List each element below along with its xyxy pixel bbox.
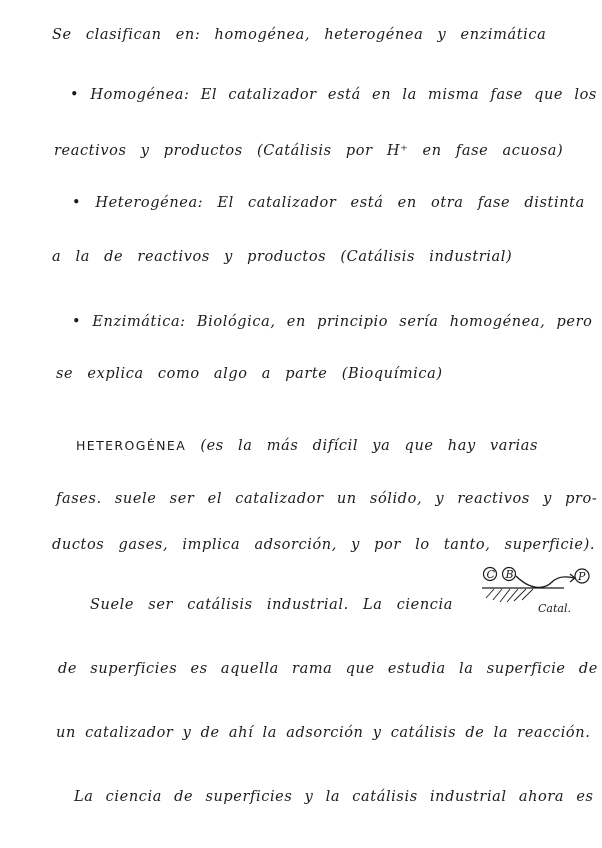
adsorption-sketch xyxy=(478,556,598,620)
note-line-homogeneous-1: • Homogénea: El catalizador está en la misma fase que los xyxy=(70,87,597,103)
catalyst-hatching xyxy=(486,589,533,602)
heterogeneous-intro: (es la más difícil ya que hay varias xyxy=(200,438,539,454)
note-line-industrial: Suele ser catálisis industrial. La ciencia xyxy=(90,597,453,613)
note-line-catalyst-adsorption: un catalizador y de ahí la adsorción y catálisis de la reacción. xyxy=(56,725,591,741)
reaction-path-line xyxy=(516,576,574,587)
note-line-surface-science: de superficies es aquella rama que estudia la superficie de xyxy=(58,661,598,677)
particle-p-label: P xyxy=(578,570,586,583)
particle-b-label: B xyxy=(505,568,514,581)
note-line-products-gases: ductos gases, implica adsorción, y por lo tanto, superficie). xyxy=(52,537,596,553)
note-line-homogeneous-2: reactivos y productos (Catálisis por H⁺ en fase acuosa) xyxy=(54,143,564,159)
note-line-phases: fases. suele ser el catalizador un sólido, y reactivos y pro- xyxy=(56,491,598,507)
note-line-enzymatic-2: se explica como algo a parte (Bioquímica) xyxy=(56,366,443,382)
note-line-classification: Se clasifican en: homogénea, heterogénea y enzimática xyxy=(52,27,547,43)
note-line-heterogeneous-1: • Heterogénea: El catalizador está en otra fase distinta xyxy=(72,195,585,211)
note-line-surface-industry: La ciencia de superficies y la catálisis industrial ahora es xyxy=(74,789,594,805)
note-line-enzymatic-1: • Enzimática: Biológica, en principio sería homogénea, pero xyxy=(72,314,593,330)
particle-c-label: C xyxy=(486,568,495,581)
catalyst-label: Catal. xyxy=(538,602,571,615)
note-line-heterogeneous-2: a la de reactivos y productos (Catálisis industrial) xyxy=(52,249,513,265)
heterogeneous-heading: HETEROGÉNEA xyxy=(76,438,187,453)
heterogeneous-section xyxy=(76,437,538,455)
